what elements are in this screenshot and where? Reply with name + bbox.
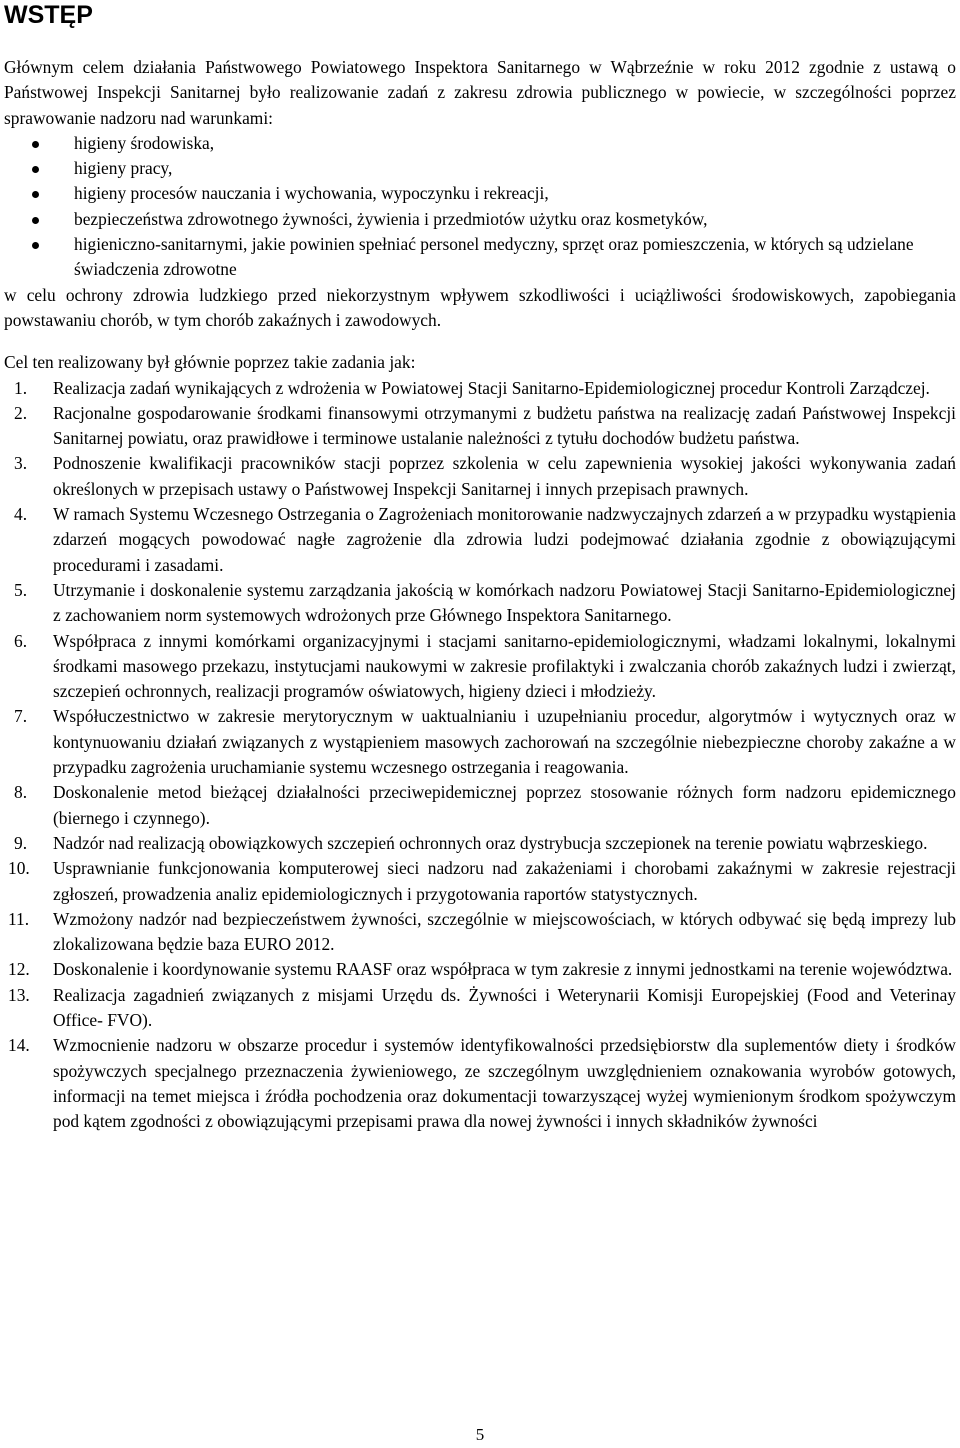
tasks-list — [4, 376, 956, 1135]
list-item-text: higieny procesów nauczania i wychowania, wypoczynku i rekreacji, — [74, 183, 549, 204]
task-text: Realizacja zagadnień związanych z misjami Urzędu ds. Żywności i Weterynarii Komisji Europejskiej (Food and Veterinay Office- FVO). — [53, 984, 956, 1030]
bullet-icon — [32, 166, 39, 173]
task-item — [4, 578, 956, 629]
task-text: Usprawnianie funkcjonowania komputerowej sieci nadzoru nad zakażeniami i chorobami zakaźnymi w zakresie rejestracji zgłoszeń, prowadzenia analiz epidemiologicznych i przygotowania raportów statystycznych. — [53, 858, 956, 904]
page-title: WSTĘP — [4, 1, 93, 29]
task-number: 6. — [14, 630, 28, 651]
task-item — [4, 704, 956, 780]
task-number: 13. — [8, 984, 30, 1005]
task-text: Współpraca z innymi komórkami organizacyjnymi i stacjami sanitarno-epidemiologicznymi, władzami lokalnymi, lokalnymi środkami masowego przekazu, instytucjami naukowymi w zakresie profilaktyki i zwalczania chorób zakaźnych ludzi i zwierząt, szczepień ochronnych, realizacji programów oświatowych, higieny dzieci i młodzieży. — [53, 630, 956, 702]
task-item — [4, 1033, 956, 1134]
task-text: Wzmocnienie nadzoru w obszarze procedur i systemów identyfikowalności przedsiębiorstw dla suplementów diety i środków spożywczych specjalnego przeznaczenia żywieniowego, ze szczególnym uwzględnieniem oznakowania wyrobów gotowych, informacji na temet miejsca i źródła pochodzenia oraz dokumentacji towarzyszącej wyżej wymienionym środkom spożywczym pod kątem zgodności z obowiązującymi przepisami prawa dla nowej żywności i innych składników żywności — [53, 1035, 956, 1132]
list-item-text: higieniczno-sanitarnymi, jakie powinien spełniać personel medyczny, sprzęt oraz pomieszczenia, w których są udzielane świadczenia zdrowotne — [74, 234, 914, 280]
task-number: 2. — [14, 402, 28, 423]
purpose-paragraph: w celu ochrony zdrowia ludzkiego przed niekorzystnym wpływem szkodliwości i uciążliwości środowiskowych, zapobiegania powstawaniu chorób, w tym chorób zakaźnych i zawodowych. — [4, 284, 956, 330]
intro-paragraph: Głównym celem działania Państwowego Powiatowego Inspektora Sanitarnego w Wąbrzeźnie w roku 2012 zgodnie z ustawą o Państwowej Inspekcji Sanitarnej było realizowanie zadań z zakresu zdrowia publicznego w powiecie, w szczególności poprzez sprawowanie nadzoru nad warunkami: — [4, 57, 956, 128]
task-item — [4, 502, 956, 578]
task-text: W ramach Systemu Wczesnego Ostrzegania o Zagrożeniach monitorowanie nadzwyczajnych zdarzeń a w przypadku wystąpienia zdarzeń mogących powodować nagłe zagrożenie dla zdrowia ludzi podejmować działania zgodnie z obowiązującymi procedurami i zasadami. — [53, 504, 956, 575]
list-item — [4, 232, 956, 283]
task-item — [4, 780, 956, 831]
tasks-intro: Cel ten realizowany był głównie poprzez takie zadania jak: — [4, 352, 416, 373]
task-item — [4, 401, 956, 452]
task-number: 7. — [14, 706, 28, 727]
bullet-icon — [32, 242, 39, 249]
task-item — [4, 856, 956, 907]
task-number: 14. — [8, 1035, 30, 1056]
task-text: Utrzymanie i doskonalenie systemu zarządzania jakością w komórkach nadzoru Powiatowej Stacji Sanitarno-Epidemiologicznej z zachowaniem norm systemowych wdrożonych prze Głównego Inspektora Sanitarnego. — [53, 579, 956, 626]
task-item — [4, 376, 956, 401]
list-item — [4, 181, 956, 206]
task-text: Nadzór nad realizacją obowiązkowych szczepień ochronnych oraz dystrybucja szczepionek na terenie powiatu wąbrzeskiego. — [53, 832, 928, 853]
task-text: Racjonalne gospodarowanie środkami finansowymi otrzymanymi z budżetu państwa na realizację zadań Państwowej Inspekcji Sanitarnej powiatu, oraz prawidłowe i terminowe ustalanie należności z tytułu dochodów budżetu państwa. — [53, 402, 956, 449]
list-item — [4, 131, 956, 156]
task-item — [4, 629, 956, 705]
task-text: Współuczestnictwo w zakresie merytorycznym w uaktualnianiu i uzupełnianiu procedur, algorytmów i wytycznych oraz w kontynuowaniu działań związanych z wystąpieniem masowych zachorowań na szczególnie niebezpieczne choroby zakaźne a w przypadku zagrożenia uruchamianie systemu wczesnego ostrzegania i reagowania. — [53, 706, 956, 778]
bullet-icon — [32, 191, 39, 198]
task-number: 9. — [14, 832, 28, 853]
task-text: Wzmożony nadzór nad bezpieczeństwem żywności, szczególnie w miejscowościach, w których odbywać się będą imprezy lub zlokalizowana będzie baza EURO 2012. — [53, 908, 956, 955]
bullet-icon — [32, 217, 39, 224]
task-text: Doskonalenie i koordynowanie systemu RAASF oraz współpraca w tym zakresie z innymi jednostkami na terenie województwa. — [53, 959, 953, 980]
task-text: Realizacja zadań wynikających z wdrożenia w Powiatowej Stacji Sanitarno-Epidemiologicznej procedur Kontroli Zarządczej. — [53, 377, 930, 398]
task-number: 11. — [8, 908, 30, 929]
task-number: 3. — [14, 453, 28, 474]
conditions-list — [4, 131, 956, 283]
list-item-text: bezpieczeństwa zdrowotnego żywności, żywienia i przedmiotów użytku oraz kosmetyków, — [74, 208, 708, 229]
task-text: Podnoszenie kwalifikacji pracowników stacji poprzez szkolenia w celu zapewnienia wysokiej jakości wykonywania zadań określonych w przepisach ustawy o Państwowej Inspekcji Sanitarnej i innych przepisach prawnych. — [53, 453, 956, 499]
task-number: 12. — [8, 959, 30, 980]
task-text: Doskonalenie metod bieżącej działalności przeciwepidemicznej poprzez stosowanie różnych form nadzoru epidemicznego (biernego i czynnego). — [53, 782, 956, 828]
list-item-text: higieny środowiska, — [74, 132, 215, 153]
task-item — [4, 983, 956, 1034]
bullet-icon — [32, 141, 39, 148]
task-number: 1. — [14, 377, 28, 398]
task-item — [4, 831, 956, 856]
task-number: 8. — [14, 782, 28, 803]
task-number: 10. — [8, 858, 30, 879]
task-item — [4, 451, 956, 502]
document-body — [4, 55, 956, 1134]
list-item — [4, 156, 956, 181]
task-item — [4, 907, 956, 958]
list-item-text: higieny pracy, — [74, 158, 173, 179]
task-item — [4, 957, 956, 982]
task-number: 4. — [14, 504, 28, 525]
page-number: 5 — [475, 1425, 485, 1444]
list-item — [4, 207, 956, 232]
task-number: 5. — [14, 579, 28, 600]
